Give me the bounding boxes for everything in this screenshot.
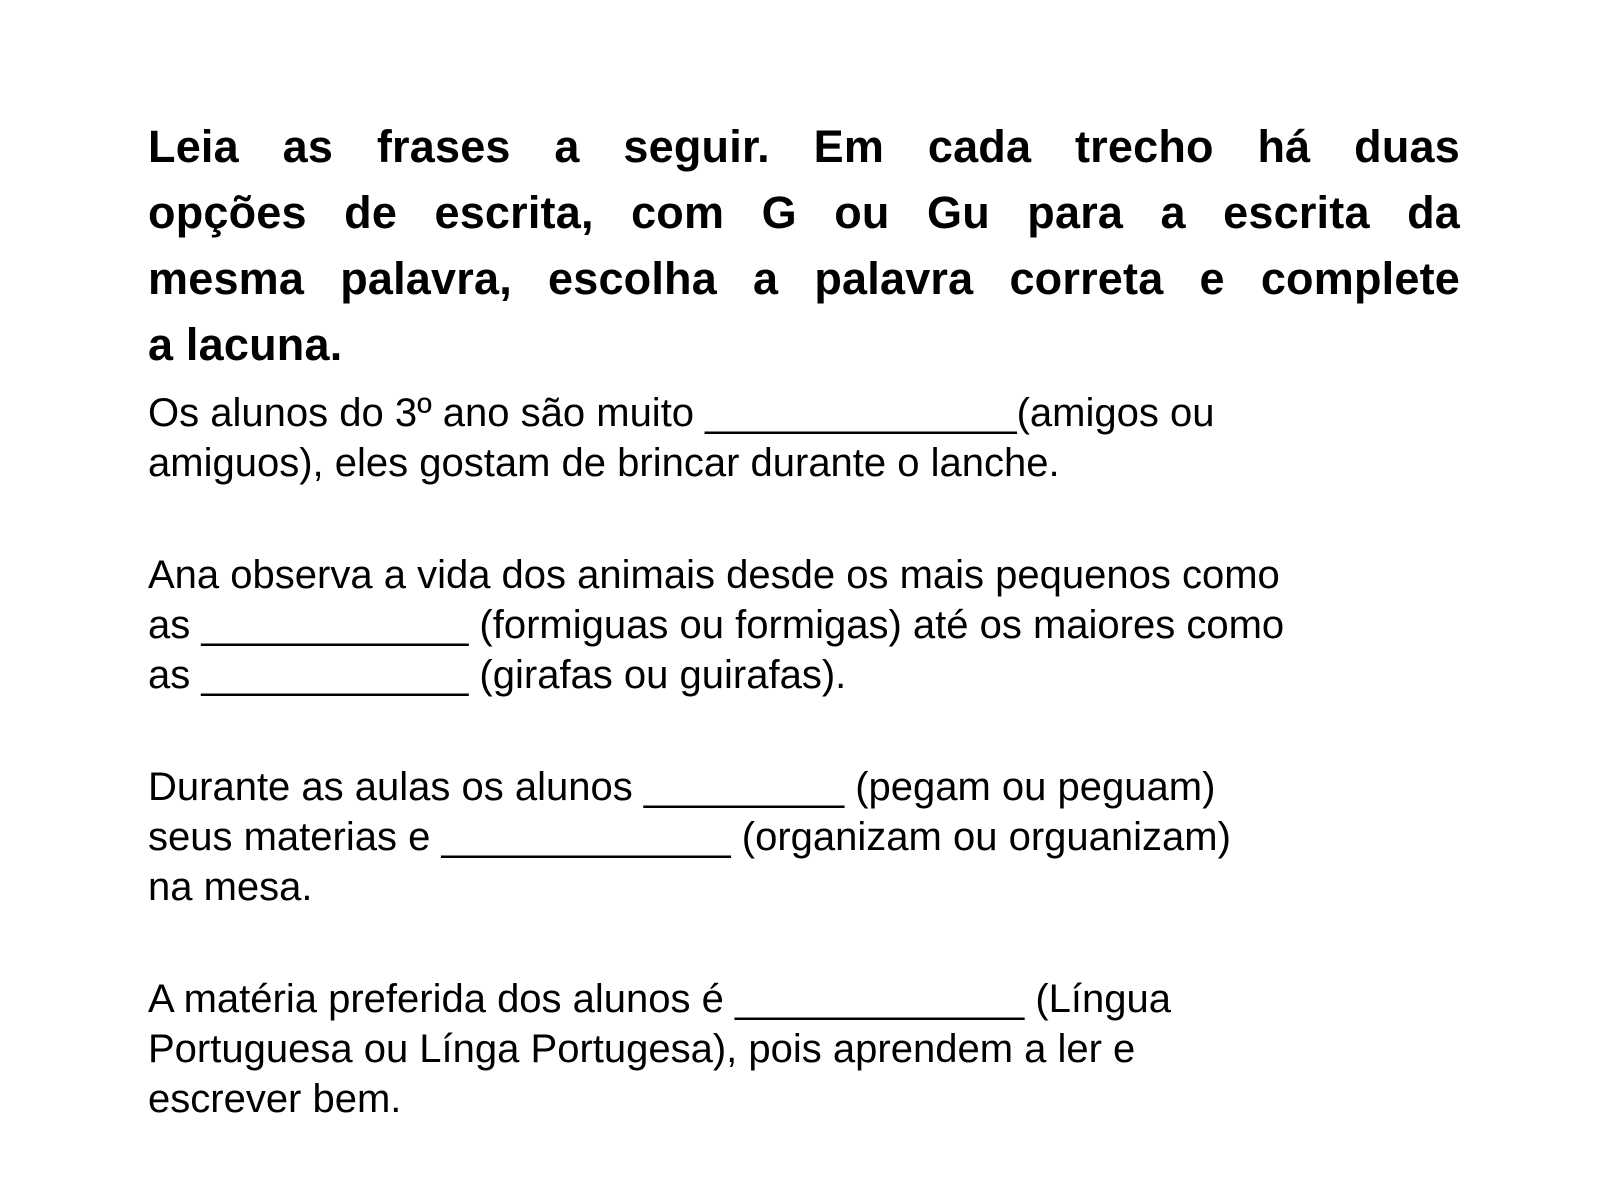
exercise-3-line-2: seus materias e _____________ (organizam ou orguanizam)	[148, 815, 1231, 859]
instruction-heading-line-2: opções de escrita, com G ou Gu para a escrita da	[148, 187, 1460, 238]
exercise-3-line-1: Durante as aulas os alunos _________ (pegam ou peguam)	[148, 765, 1216, 809]
exercise-2-line-1: Ana observa a vida dos animais desde os mais pequenos como	[148, 553, 1280, 597]
exercise-4-line-1: A matéria preferida dos alunos é _____________ (Língua	[148, 977, 1171, 1021]
exercise-paragraph-1	[148, 388, 1460, 488]
exercise-4-line-2: Portuguesa ou Línga Portugesa), pois aprendem a ler e	[148, 1027, 1136, 1071]
exercise-paragraph-3	[148, 762, 1460, 912]
instruction-heading-line-1: Leia as frases a seguir. Em cada trecho há duas	[148, 121, 1460, 172]
exercise-4-line-3: escrever bem.	[148, 1077, 402, 1121]
exercise-2-line-3: as ____________ (girafas ou guirafas).	[148, 653, 847, 697]
exercise-1-line-1: Os alunos do 3º ano são muito ______________(amigos ou	[148, 391, 1215, 435]
exercise-paragraph-2	[148, 550, 1460, 700]
exercise-1-line-2: amiguos), eles gostam de brincar durante o lanche.	[148, 441, 1060, 485]
instruction-heading	[148, 114, 1460, 378]
exercise-2-line-2: as ____________ (formiguas ou formigas) até os maiores como	[148, 603, 1285, 647]
exercise-paragraph-4	[148, 974, 1460, 1124]
instruction-heading-line-3: mesma palavra, escolha a palavra correta e complete	[148, 253, 1460, 304]
exercise-3-line-3: na mesa.	[148, 865, 313, 909]
instruction-heading-line-4: a lacuna.	[148, 319, 343, 370]
